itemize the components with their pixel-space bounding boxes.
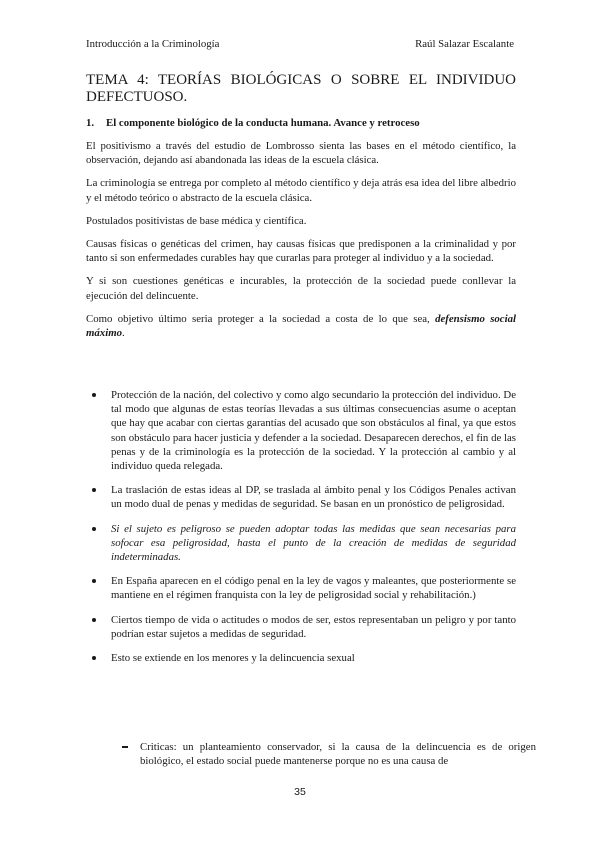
list-item: Si el sujeto es peligroso se pueden adoptar todas las medidas que sean necesarias para sofocar esa peligrosidad, hasta el punto de la creación de medidas de seguridad indeterminadas. [86,522,516,565]
bullet-icon [92,579,96,583]
objective-end: . [122,327,125,340]
paragraph-postulates: Postulados positivistas de base médica y científica. [86,214,307,227]
section-heading [86,116,516,130]
paragraph-positivism: El positivismo a través del estudio de Lombrosso sienta las bases en el método científico, la observación, dejando así abandonada las ideas de la escuela clásica. [86,140,516,167]
section-number: 1. [86,117,95,129]
header-author: Raúl Salazar Escalante [415,38,514,50]
bullet-icon [92,618,96,622]
objective-text: Como objetivo último seria proteger a la sociedad a costa de lo que sea, [86,312,436,325]
list-item: Ciertos tiempo de vida o actitudes o modos de ser, estos representaban un peligro y por tanto podrían estar sujetos a medidas de seguridad. [86,613,516,641]
objective-emphasis: defensismo social máximo [86,312,516,340]
topic-title: TEMA 4: TEORÍAS BIOLÓGICAS O SOBRE EL INDIVIDUO DEFECTUOSO. [86,72,516,105]
bullet-icon [92,527,96,531]
paragraph-genetic: Y si son cuestiones genéticas e incurables, la protección de la sociedad puede conllevar la ejecución del delincuente. [86,275,516,302]
section-title: El componente biológico de la conducta humana. Avance y retroceso [106,117,420,129]
bullet-icon [92,488,96,492]
paragraph-objective [86,312,516,340]
page-number: 35 [294,786,306,798]
list-item: Esto se extiende en los menores y la delincuencia sexual [86,651,516,665]
paragraph-scientific-method: La criminología se entrega por completo al método científico y deja atrás esa idea del libre albedrio y el método teórico o abstracto de la escuela clásica. [86,177,516,204]
list-item: En España aparecen en el código penal en la ley de vagos y maleantes, que posteriormente se mantiene en el régimen franquista con la ley de peligrosidad social y rehabilitación.) [86,574,516,602]
dash-icon [122,746,128,748]
criticism-text: Criticas: un planteamiento conservador, si la causa de la delincuencia es de origen biológico, el estado social puede mantenerse porque no es una causa de [140,741,536,768]
bullet-list [86,388,516,675]
bullet-icon [92,393,96,397]
paragraph-causes: Causas físicas o genéticas del crimen, hay causas físicas que predisponen a la criminalidad y por tanto si son enfermedades curables hay que curarlas para proteger al individuo y a la sociedad. [86,238,516,265]
bullet-icon [92,656,96,660]
list-item: Protección de la nación, del colectivo y como algo secundario la protección del individuo. De tal modo que algunas de estas teorías llevadas a sus últimas consecuencias asume o aceptan que hay que acabar con ciertas garantías del acusado que son obstáculos al final, ya que estos son obstáculo para hacer justicia y defender a la sociedad. Desaparecen derechos, el fin de las penas y de la criminología es la protección de la sociedad. Y la protección al cambio y al individuo queda relegada. [86,388,516,473]
main-content [86,72,516,349]
header-course-title: Introducción a la Criminología [86,38,220,50]
list-item: La traslación de estas ideas al DP, se traslada al ámbito penal y los Códigos Penales activan un modo dual de penas y medidas de seguridad. Se basan en un pronóstico de peligrosidad. [86,483,516,511]
criticism-item [120,740,536,768]
